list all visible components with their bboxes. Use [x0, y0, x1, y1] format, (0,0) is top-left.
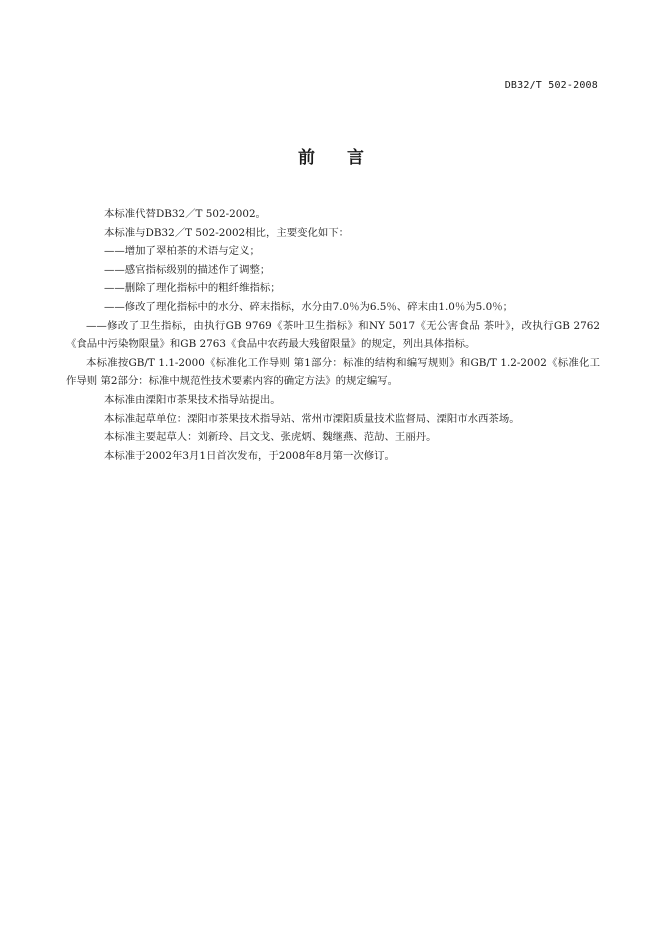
change-item-sensory: ——感官指标级别的描述作了调整；	[104, 263, 271, 276]
change-item-hygiene: ——修改了卫生指标，由执行GB 9769《茶叶卫生指标》和NY 5017《无公害食品 茶叶》，改执行GB 2762《食品中污染物限量》和GB 2763《食品中农药最大残留限量》的规定，列出具体指标。	[66, 319, 600, 351]
paragraph-proposer: 本标准由溧阳市茶果技术指导站提出。	[104, 393, 281, 406]
paragraph-drafting-rules: 本标准按GB/T 1.1-2000《标准化工作导则 第1部分：标准的结构和编写规则》和GB/T 1.2-2002《标准化工作导则 第2部分：标准中规范性技术要素内容的确定方法》的规定编写。	[66, 356, 600, 388]
change-item-terms: ——增加了翠柏茶的术语与定义；	[104, 245, 260, 258]
paragraph-changes-intro: 本标准与DB32／T 502-2002相比，主要变化如下：	[104, 226, 350, 239]
paragraph-drafters: 本标准主要起草人：刘新玲、吕文戈、张虎炳、魏继燕、范劼、王丽丹。	[104, 431, 437, 444]
change-item-fiber: ——删除了理化指标中的粗纤维指标；	[104, 282, 281, 295]
change-item-moisture: ——修改了理化指标中的水分、碎末指标，水分由7.0％为6.5％、碎末由1.0％为5.0％；	[104, 300, 513, 313]
paragraph-publication: 本标准于2002年3月1日首次发布，于2008年8月第一次修订。	[104, 449, 395, 462]
document-code: DB32/T 502-2008	[504, 80, 598, 91]
foreword-body	[66, 205, 600, 465]
page-title: 前言	[298, 148, 396, 168]
paragraph-drafting-units: 本标准起草单位：溧阳市茶果技术指导站、常州市溧阳质量技术监督局、溧阳市水西茶场。	[104, 412, 520, 425]
paragraph-replaces: 本标准代替DB32／T 502-2002。	[104, 208, 266, 220]
